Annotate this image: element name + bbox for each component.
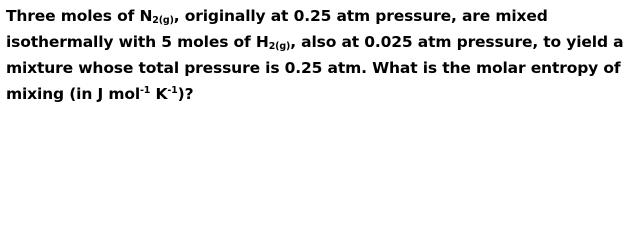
question-text-segment: )?: [177, 85, 194, 103]
question-text-segment: , also at 0.025 atm pressure, to yield a: [290, 33, 624, 51]
subscript: 2(g): [152, 15, 174, 26]
question-text-segment: K: [150, 85, 168, 103]
question-line-4: [6, 81, 634, 107]
question-line-3: mixture whose total pressure is 0.25 atm. What is the molar entropy of: [6, 59, 621, 77]
superscript: -1: [140, 85, 151, 96]
question-line-2: [6, 29, 634, 55]
question-text-segment: isothermally with 5 moles of H: [6, 33, 269, 51]
question-line-1: [6, 3, 634, 29]
question-text-segment: Three moles of N: [6, 7, 153, 25]
superscript: -1: [167, 85, 178, 96]
question-text-segment: , originally at 0.25 atm pressure, are mixed: [173, 7, 548, 25]
subscript: 2(g): [268, 41, 291, 52]
question-text-segment: mixing (in J mol: [6, 85, 141, 103]
question-text: [6, 3, 634, 107]
